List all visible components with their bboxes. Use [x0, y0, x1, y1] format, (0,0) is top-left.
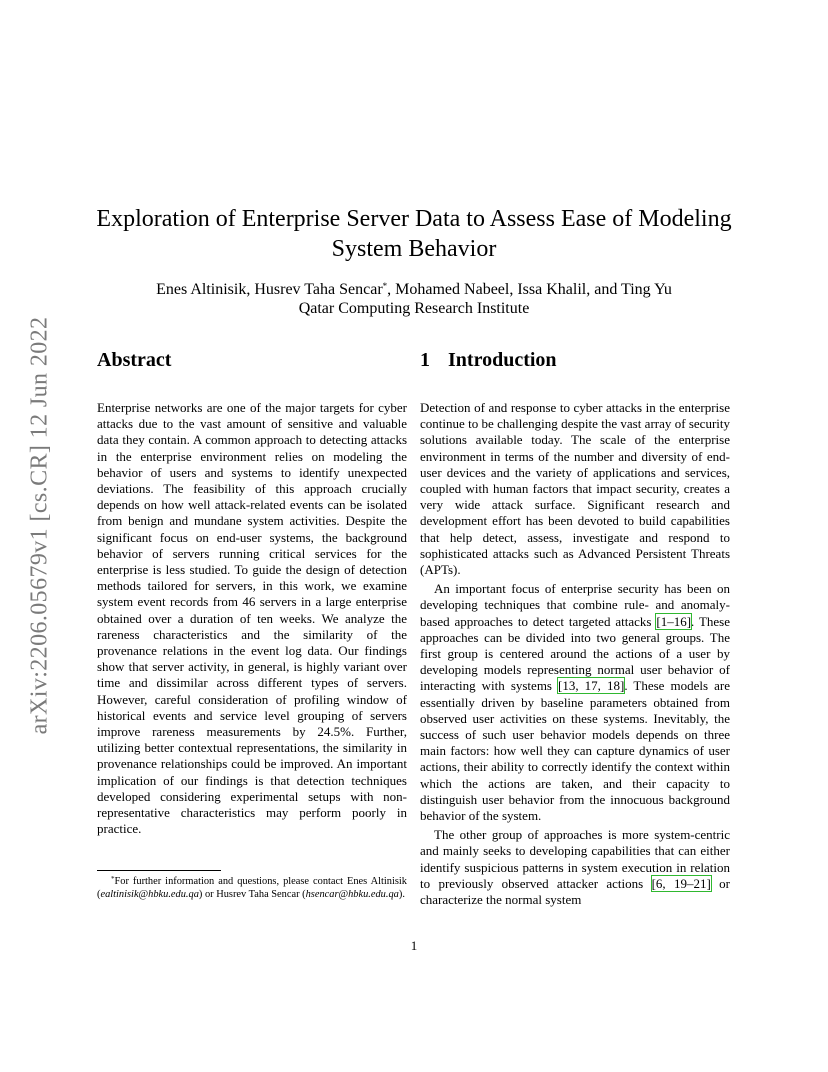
citation-link[interactable]: [13, 17, 18] [558, 678, 625, 694]
author-footnote-mark[interactable]: * [382, 281, 388, 291]
footnote-email-2: hsencar@hbku.edu.qa [305, 889, 399, 900]
footnote: *For further information and questions, please contact Enes Altinisik (ealtinisik@hbku.edu.qa) or Husrev Taha Sencar (hsencar@hbku.edu.qa). [97, 875, 407, 900]
paper-title [80, 204, 748, 264]
footnote-mark: * [111, 875, 115, 883]
left-column [97, 348, 407, 837]
abstract-paragraph: Enterprise networks are one of the major targets for cyber attacks due to the vast amount of sensitive and valuable data they contain. A common approach to detecting attacks in the enterprise environment relies on modeling the behavior of users and systems to identify unexpected deviations. The feasibility of this approach crucially depends on how well attack-related events can be isolated from benign and mundane system activities. Despite the significant focus on end-user systems, the background behavior of servers running critical services for the enterprise is less studied. To guide the design of detection methods tailored for servers, in this work, we examine system event records from 46 servers in a large enterprise obtained over a duration of ten weeks. We analyze the rareness characteristics and the similarity of the provenance relations in the event log data. Our findings show that server activity, in general, is highly variant over time and dissimilar across different types of servers. However, careful consideration of profiling window of historical events and service level grouping of servers improve rareness measurements by 24.5%. Further, utilizing better contextual representations, the similarity in provenance relationships could be improved. An important implication of our findings is that detection techniques developed considering experimental setups with non-representative characteristics may perform poorly in practice. [97, 400, 407, 837]
intro-paragraph-1: Detection of and response to cyber attacks in the enterprise continue to be challenging despite the vast array of security solutions available today. The scale of the enterprise environment in terms of the number and diversity of end-user devices and the variety of applications and services, coupled with human factors that impact security, creates a very wide attack surface. Significant research and development effort has been devoted to build capabilities that help detect, assess, investigate and respond to sophisticated attacks such as Advanced Persistent Threats (APTs). [420, 400, 730, 578]
right-column [420, 348, 730, 908]
intro-paragraph-2: An important focus of enterprise security has been on developing techniques that combine rule- and anomaly-based approaches to detect targeted attacks [1–16]. These approaches can be divided into two general groups. The first group is centered around the actions of a user by developing models representing normal user behavior of interacting with systems [13, 17, 18]. These models are essentially driven by baseline parameters obtained from observed user activities on these systems. Inevitably, the success of such user behavior models depends on three main factors: how well they can capture dynamics of user actions, their ability to correctly identify the context within which the actions are taken, and their capacity to distinguish user behavior from the innocuous background behavior of the system. [420, 581, 730, 824]
affiliation: Qatar Computing Research Institute [298, 300, 530, 317]
arxiv-identifier: arXiv:2206.05679v1 [cs.CR] 12 Jun 2022 [26, 316, 53, 734]
introduction-body [420, 400, 730, 908]
introduction-heading [420, 348, 730, 372]
page-number: 1 [410, 938, 418, 953]
authors-rest: , Mohamed Nabeel, Issa Khalil, and Ting Yu [387, 281, 672, 298]
authors-first: Enes Altinisik, Husrev Taha Sencar [156, 281, 383, 298]
title-line-2: System Behavior [331, 236, 497, 262]
abstract-body [97, 400, 407, 837]
footnote-email-1: ealtinisik@hbku.edu.qa [100, 889, 199, 900]
citation-link[interactable]: [1–16] [656, 613, 692, 629]
author-list [80, 280, 748, 300]
footnote-separator [97, 870, 221, 871]
section-title: Introduction [448, 349, 557, 371]
intro-paragraph-3: The other group of approaches is more system-centric and mainly seeks to developing capabilities that can either identify suspicious patterns in system execution in relation to previously observed attacker actions [6, 19–21] or characterize the normal system [420, 827, 730, 908]
section-number: 1 [420, 349, 430, 371]
citation-link[interactable]: [6, 19–21] [651, 875, 711, 891]
abstract-heading: Abstract [97, 349, 172, 371]
title-line-1: Exploration of Enterprise Server Data to Assess Ease of Modeling [96, 206, 732, 232]
